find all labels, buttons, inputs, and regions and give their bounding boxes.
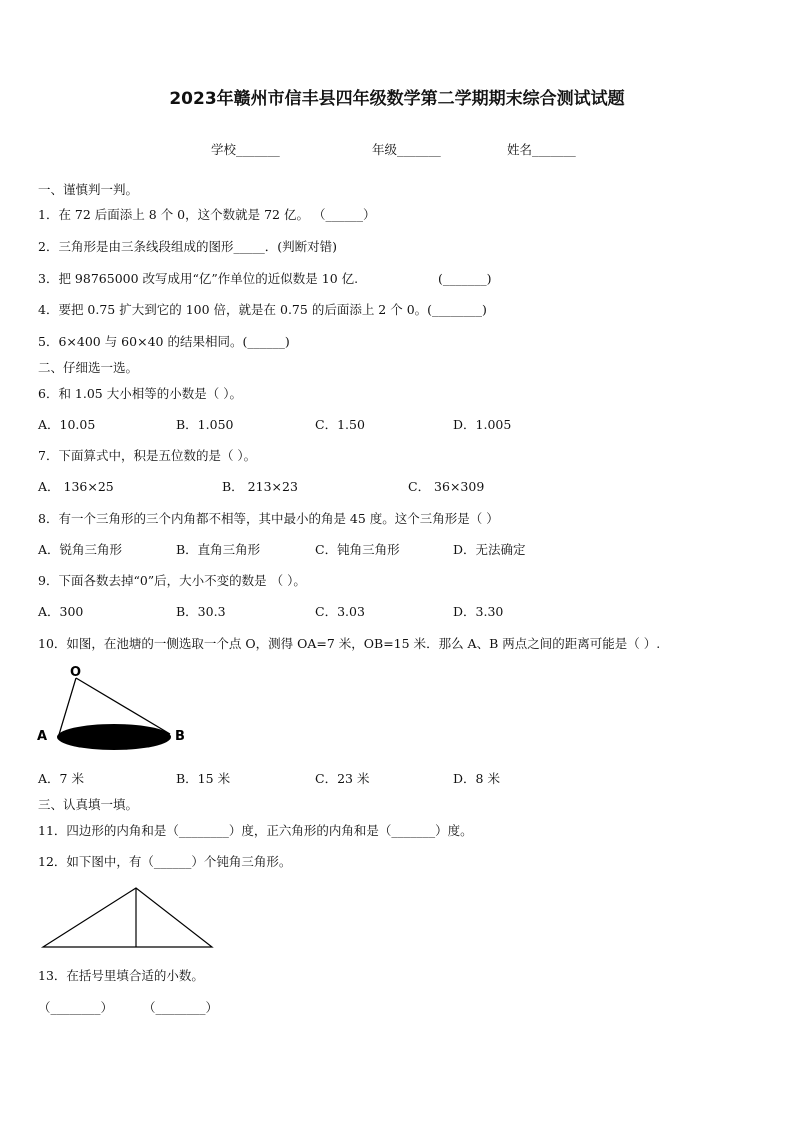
section-heading-3: 三、认真填一填。 xyxy=(38,797,139,812)
question-5: 5．6×400 与 60×40 的结果相同。(______) xyxy=(38,334,290,349)
question-10-option-c: C．23 米 xyxy=(315,771,370,786)
question-8-option-a: A．锐角三角形 xyxy=(38,542,123,557)
question-9-option-c: C．3.03 xyxy=(315,604,365,619)
question-6-option-d: D．1.005 xyxy=(453,417,512,432)
question-6-option-c: C．1.50 xyxy=(315,417,365,432)
question-13-blank-2: （________） xyxy=(143,1000,219,1015)
question-13: 13．在括号里填合适的小数。 xyxy=(38,968,204,983)
question-9: 9．下面各数去掉“0”后，大小不变的数是 （ ）。 xyxy=(38,573,306,588)
question-13-blank-1: （________） xyxy=(38,1000,114,1015)
question-10: 10．如图，在池塘的一侧选取一个点 O，测得 OA=7 米，OB=15 米．那么 A、B 两点之间的距离可能是（ ）. xyxy=(38,636,661,651)
question-10-option-d: D．8 米 xyxy=(453,771,500,786)
school-field: 学校_______ xyxy=(211,142,280,157)
section-heading-1: 一、谨慎判一判。 xyxy=(38,182,139,197)
page-title: 2023年赣州市信丰县四年级数学第二学期期末综合测试试题 xyxy=(169,89,625,109)
question-7: 7．下面算式中，积是五位数的是（ ）。 xyxy=(38,448,257,463)
triangle-figure xyxy=(40,884,216,952)
question-4: 4．要把 0.75 扩大到它的 100 倍，就是在 0.75 的后面添上 2 个 0。(________) xyxy=(38,302,487,317)
pond-triangle-figure xyxy=(34,660,194,758)
question-6: 6．和 1.05 大小相等的小数是（ ）。 xyxy=(38,386,242,401)
pond-shape xyxy=(57,724,171,750)
question-9-option-b: B．30.3 xyxy=(176,604,226,619)
question-1: 1．在 72 后面添上 8 个 0，这个数就是 72 亿。 （______） xyxy=(38,207,376,222)
question-7-option-c: C． 36×309 xyxy=(408,479,485,494)
question-6-option-b: B．1.050 xyxy=(176,417,234,432)
question-12: 12．如下图中，有（______）个钝角三角形。 xyxy=(38,854,292,869)
big-triangle xyxy=(43,888,212,947)
question-7-option-a: A． 136×25 xyxy=(38,479,114,494)
section-heading-2: 二、仔细选一选。 xyxy=(38,360,139,375)
label-o: O xyxy=(70,665,82,680)
question-10-option-b: B．15 米 xyxy=(176,771,231,786)
question-3-blank: (_______) xyxy=(438,271,492,286)
question-2: 2．三角形是由三条线段组成的图形_____．(判断对错) xyxy=(38,239,337,254)
question-9-option-a: A．300 xyxy=(38,604,84,619)
question-8-option-b: B．直角三角形 xyxy=(176,542,261,557)
question-9-option-d: D．3.30 xyxy=(453,604,504,619)
grade-field: 年级_______ xyxy=(372,142,441,157)
question-8: 8．有一个三角形的三个内角都不相等，其中最小的角是 45 度。这个三角形是（ ） xyxy=(38,511,499,526)
name-field: 姓名_______ xyxy=(507,142,576,157)
label-a: A xyxy=(37,729,48,744)
question-7-option-b: B． 213×23 xyxy=(222,479,298,494)
question-3: 3．把 98765000 改写成用“亿”作单位的近似数是 10 亿. xyxy=(38,271,359,286)
question-8-option-c: C．钝角三角形 xyxy=(315,542,400,557)
question-10-option-a: A．7 米 xyxy=(38,771,84,786)
question-6-option-a: A．10.05 xyxy=(38,417,96,432)
question-8-option-d: D．无法确定 xyxy=(453,542,526,557)
label-b: B xyxy=(175,729,185,744)
question-11: 11．四边形的内角和是（________）度，正六角形的内角和是（_______）度。 xyxy=(38,823,473,838)
